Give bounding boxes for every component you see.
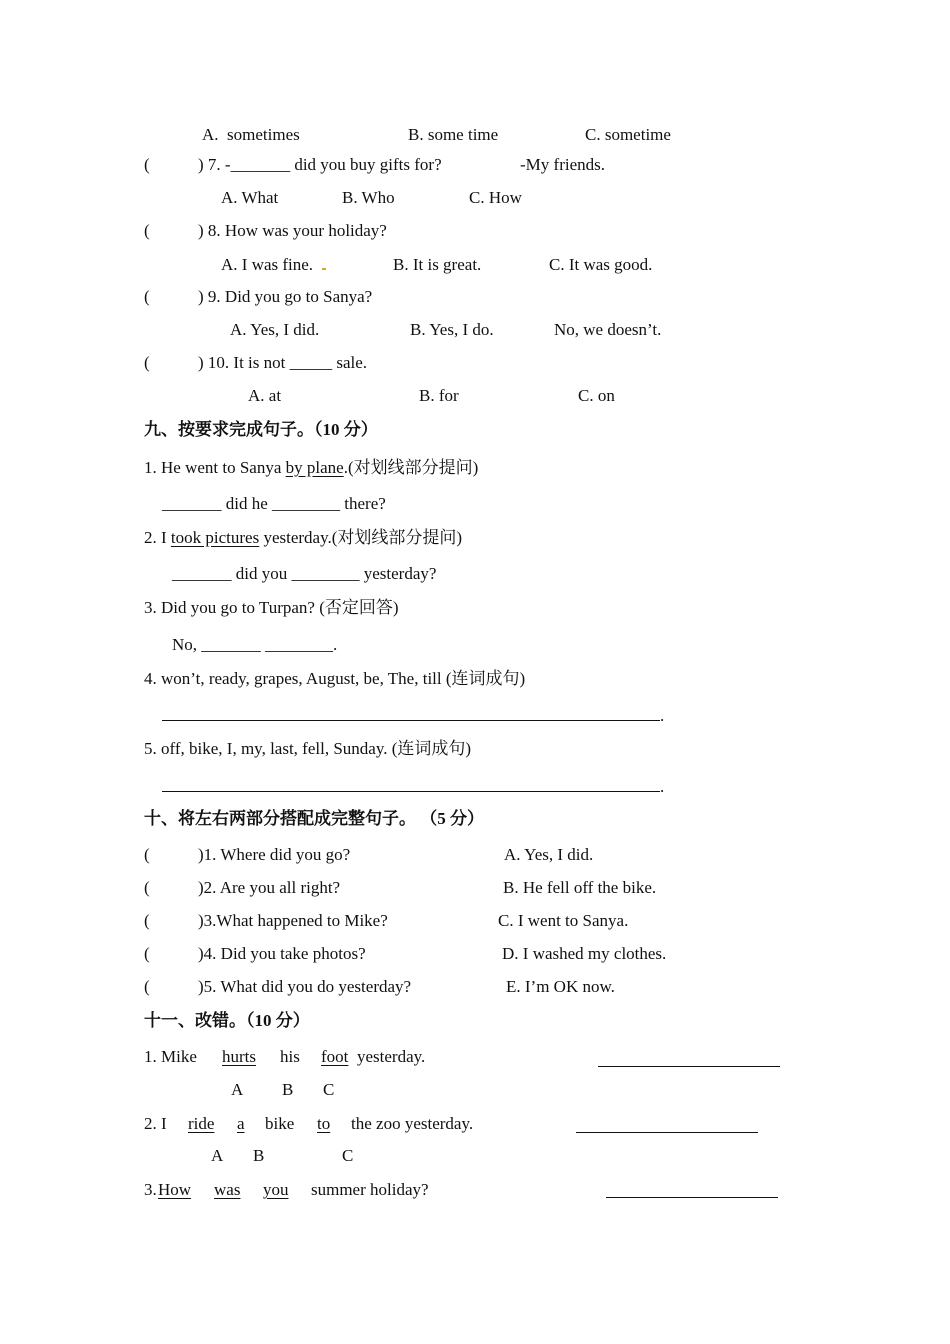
s11-q1-label-c: C — [323, 1080, 335, 1099]
s11-q2-label-a: A — [211, 1146, 224, 1165]
s11-q2-option-c-word: to — [317, 1114, 331, 1133]
s10-row-5-question: )5. What did you do yesterday? — [198, 977, 412, 996]
s9-q3: 3. Did you go to Turpan? (否定回答) — [144, 598, 399, 617]
s11-q1-label-a: A — [231, 1080, 244, 1099]
s10-row-2-paren: ( — [144, 878, 150, 897]
q9-option-a: A. Yes, I did. — [230, 320, 320, 339]
underlined-part: by plane — [285, 458, 344, 477]
s11-q2-option-a-word: ride — [188, 1114, 215, 1133]
underlined-part: took pictures — [170, 528, 260, 547]
q6-option-c: C. sometime — [585, 125, 671, 144]
q10-stem: ) 10. It is not _____ sale. — [198, 353, 368, 372]
section-10-title: 十、将左右两部分搭配成完整句子。 （5 分） — [144, 809, 484, 828]
q10-option-a: A. at — [248, 386, 282, 405]
q7-option-c: C. How — [469, 188, 522, 207]
s10-row-3-answer: C. I went to Sanya. — [498, 911, 629, 930]
section-11-title: 十一、改错。（10 分） — [144, 1011, 310, 1030]
s11-q1-word: his — [280, 1047, 300, 1066]
s11-q3-number: 3. — [144, 1180, 157, 1199]
s11-q2-answer-line[interactable] — [576, 1132, 758, 1133]
s11-q2-word: bike — [265, 1114, 295, 1133]
s11-q3-option-word: was — [214, 1180, 241, 1199]
s9-q1: 1. He went to Sanya by plane.(对划线部分提问) — [144, 458, 479, 477]
q9-stem: ) 9. Did you go to Sanya? — [198, 287, 373, 306]
s10-row-1-paren: ( — [144, 845, 150, 864]
s11-q2-label-c: C — [342, 1146, 354, 1165]
s10-row-5-answer: E. I’m OK now. — [506, 977, 615, 996]
s10-row-4-question: )4. Did you take photos? — [198, 944, 366, 963]
s10-row-2-answer: B. He fell off the bike. — [503, 878, 657, 897]
s11-q3-option-word: you — [263, 1180, 289, 1199]
s9-q2: 2. I took pictures yesterday.(对划线部分提问) — [144, 528, 463, 547]
s10-row-5-paren: ( — [144, 977, 150, 996]
s11-q2-word: 2. I — [144, 1114, 167, 1133]
s10-row-3-question: )3.What happened to Mike? — [198, 911, 388, 930]
s10-row-4-answer: D. I washed my clothes. — [502, 944, 667, 963]
s11-q1-option-c-word: foot — [321, 1047, 349, 1066]
q9-paren: ( — [144, 287, 150, 306]
q10-option-c: C. on — [578, 386, 615, 405]
q6-option-b: B. some time — [408, 125, 499, 144]
q8-option-a: A. I was fine. — [221, 255, 314, 274]
s11-q1-word: 1. Mike — [144, 1047, 197, 1066]
s9-q4-period: . — [660, 706, 665, 725]
s9-q4: 4. won’t, ready, grapes, August, be, The, till (连词成句) — [144, 669, 526, 688]
s9-q5-answer-line[interactable] — [162, 791, 660, 792]
q7-reply: -My friends. — [520, 155, 605, 174]
s9-q2-answer: _______ did you ________ yesterday? — [172, 564, 437, 583]
q8-option-c: C. It was good. — [549, 255, 653, 274]
s9-q5: 5. off, bike, I, my, last, fell, Sunday. (连词成句) — [144, 739, 472, 758]
s9-q1-answer: _______ did he ________ there? — [162, 494, 386, 513]
s11-q1-option-a-word: hurts — [222, 1047, 256, 1066]
q7-option-b: B. Who — [342, 188, 395, 207]
q8-stem: ) 8. How was your holiday? — [198, 221, 387, 240]
s10-row-3-paren: ( — [144, 911, 150, 930]
s11-q3-answer-line[interactable] — [606, 1197, 778, 1198]
s11-q3-word: summer holiday? — [311, 1180, 429, 1199]
s11-q2-word: the zoo yesterday. — [351, 1114, 474, 1133]
s11-q1-answer-line[interactable] — [598, 1066, 780, 1067]
s10-row-1-answer: A. Yes, I did. — [504, 845, 594, 864]
q7-option-a: A. What — [221, 188, 279, 207]
s11-q3-option-word: How — [158, 1180, 192, 1199]
q10-option-b: B. for — [419, 386, 459, 405]
q7-paren: ( — [144, 155, 150, 174]
section-9-title: 九、按要求完成句子。（10 分） — [144, 420, 378, 439]
q9-option-c: No, we doesn’t. — [554, 320, 662, 339]
q8-option-b: B. It is great. — [393, 255, 482, 274]
s11-q1-label-b: B — [282, 1080, 294, 1099]
s9-q5-period: . — [660, 777, 665, 796]
editor-mark — [322, 268, 326, 270]
q8-paren: ( — [144, 221, 150, 240]
s10-row-4-paren: ( — [144, 944, 150, 963]
s11-q2-label-b: B — [253, 1146, 265, 1165]
s11-q2-option-b-word: a — [237, 1114, 245, 1133]
q10-paren: ( — [144, 353, 150, 372]
s10-row-2-question: )2. Are you all right? — [198, 878, 341, 897]
q6-option-a: A. sometimes — [202, 125, 300, 144]
s11-q1-word: yesterday. — [357, 1047, 426, 1066]
s10-row-1-question: )1. Where did you go? — [198, 845, 351, 864]
s9-q4-answer-line[interactable] — [162, 720, 660, 721]
q9-option-b: B. Yes, I do. — [410, 320, 494, 339]
s9-q3-answer: No, _______ ________. — [172, 635, 338, 654]
q7-stem: ) 7. -_______ did you buy gifts for? — [198, 155, 442, 174]
